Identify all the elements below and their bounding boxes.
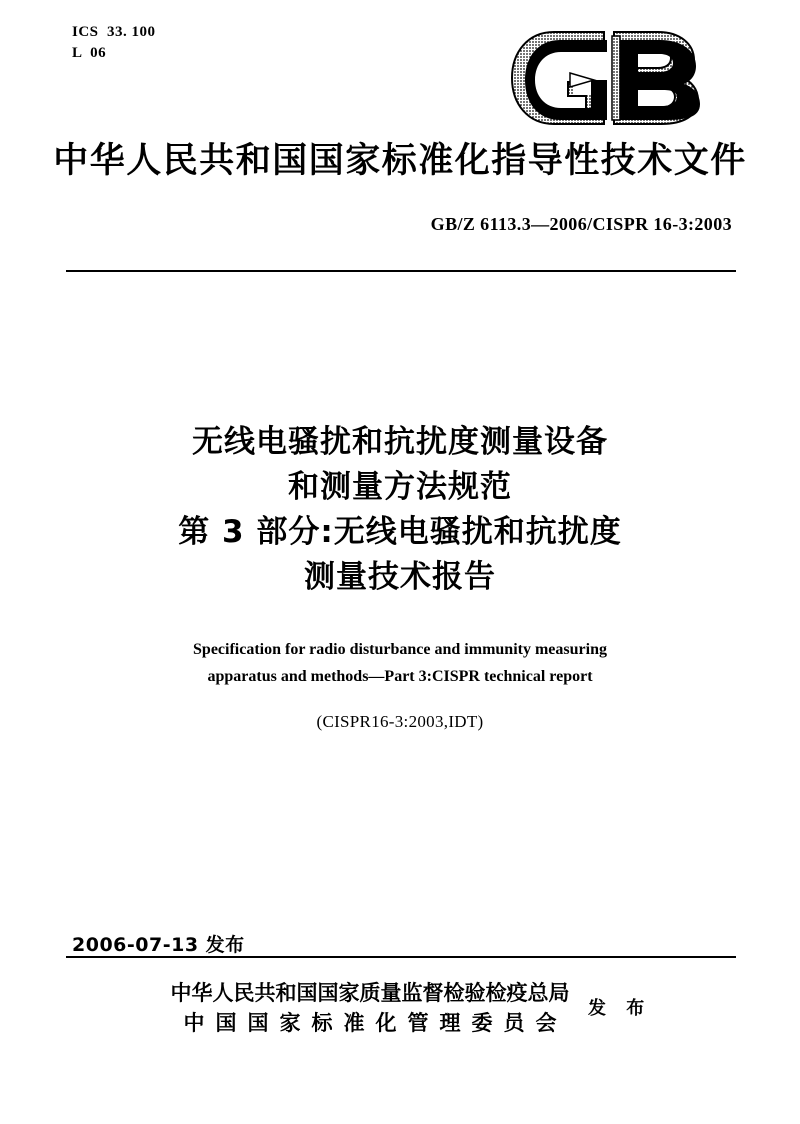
title-chinese: [0, 420, 800, 600]
footer-divider-rule: [66, 956, 736, 958]
issuing-verb: 发 布: [588, 998, 652, 1019]
issuing-authority-names: [168, 978, 572, 1038]
title-chinese-line-4: 测量技术报告: [304, 559, 496, 595]
adoption-note: (CISPR16-3:2003,IDT): [316, 712, 484, 731]
title-chinese-line-2: 和测量方法规范: [288, 469, 512, 505]
ccs-code: L 06: [72, 45, 107, 61]
title-english-line-1: Specification for radio disturbance and immunity measuring: [193, 641, 607, 658]
title-chinese-line-1: 无线电骚扰和抗扰度测量设备: [192, 424, 608, 460]
gb-emblem-logo: [508, 26, 704, 130]
issuing-authority-line-1: 中华人民共和国国家质量监督检验检疫总局: [170, 981, 570, 1005]
issuing-authority-line-2: 中国国家标准化管理委员会: [183, 1011, 568, 1035]
national-header: 中华人民共和国国家标准化指导性技术文件: [53, 141, 747, 181]
header-divider-rule: [66, 270, 736, 272]
ics-code: ICS 33. 100: [72, 24, 156, 40]
standard-number: GB/Z 6113.3—2006/CISPR 16-3:2003: [430, 214, 732, 234]
classification-block: [72, 22, 156, 64]
title-english: [0, 636, 800, 690]
release-date: 2006-07-13 发布: [72, 934, 245, 956]
title-chinese-line-3: 第 3 部分:无线电骚扰和抗扰度: [178, 514, 622, 550]
title-english-line-2: apparatus and methods—Part 3:CISPR technical report: [207, 668, 593, 685]
issuing-authority-block: [0, 978, 800, 1040]
